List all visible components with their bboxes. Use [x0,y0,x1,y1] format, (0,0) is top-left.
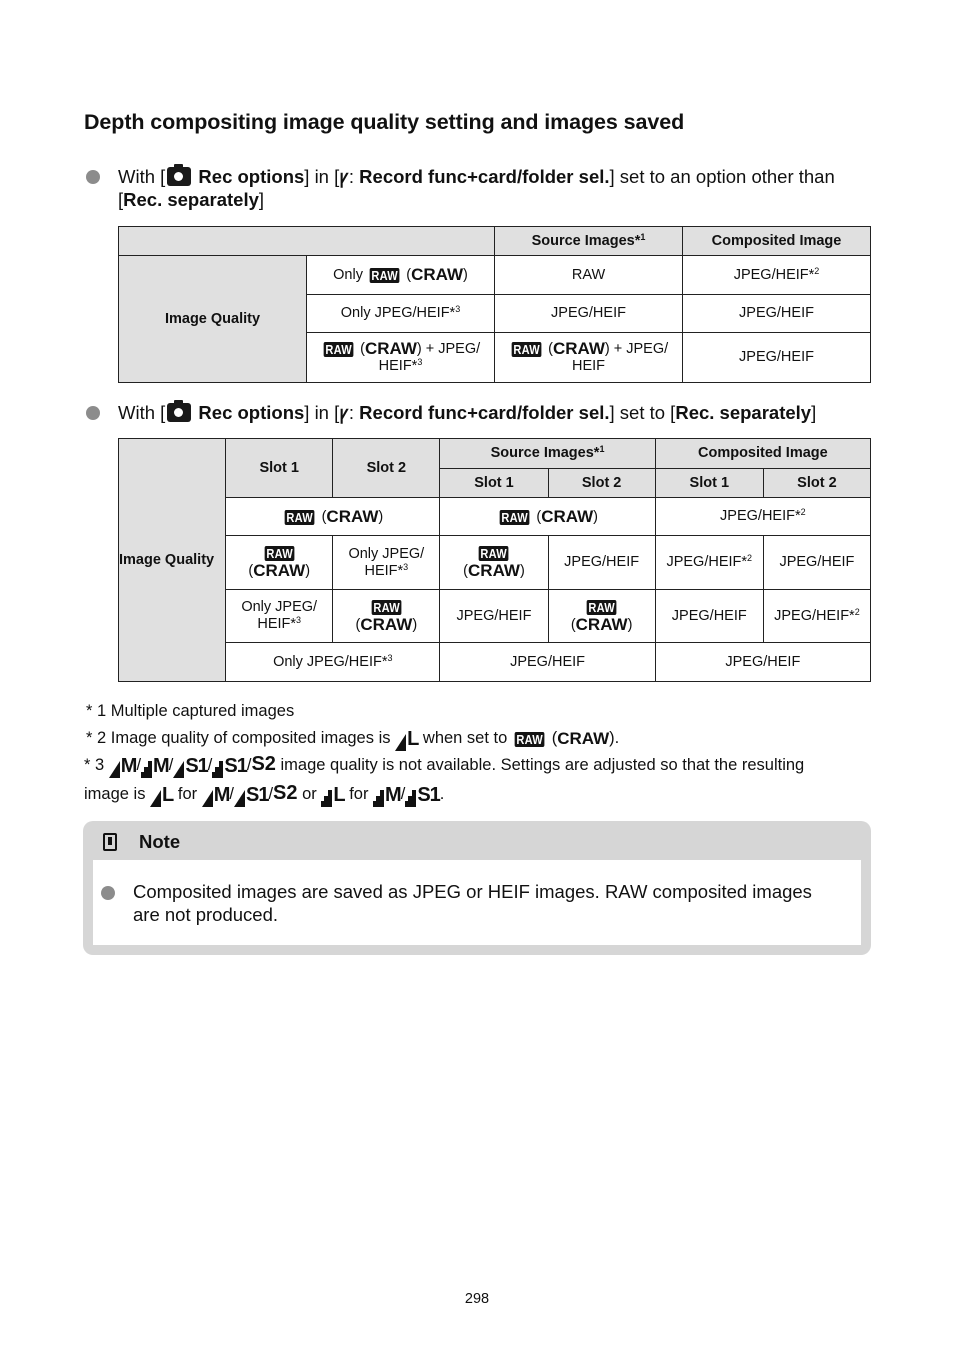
table-cell: JPEG/HEIF [683,333,871,383]
quality-medium-normal-icon: M [373,782,401,809]
note-header [103,831,180,853]
table-subheader-comp-slot1: Slot 1 [655,469,763,498]
raw-icon: RAW [373,599,400,615]
raw-icon: RAW [371,268,398,283]
table-cell: JPEG/HEIF [495,295,683,333]
bullet-rec-options-other: With [ Rec options] in [ꝩ: Record func+card/folder sel.] set to an option other than [Rec. separately] [86,165,876,211]
table-cell: Only RAW (CRAW) [307,256,495,295]
table-header-composited: Composited Image [655,439,870,469]
quality-small1-normal-icon: S1 [405,782,439,809]
table-cell: JPEG/HEIF [763,536,870,590]
quality-small1-normal-icon: S1 [212,753,246,780]
table-cell: Only JPEG/HEIF*$^3$ [307,295,495,333]
table-cell: JPEG/HEIF [440,590,548,643]
quality-medium-fine-icon: M [109,753,137,780]
table-cell: JPEG/HEIF [655,590,763,643]
table-cell: JPEG/HEIF*$^2$ [683,256,871,295]
note-bullet: Composited images are saved as JPEG or HEIF images. RAW composited images are not produced. [101,880,841,926]
quality-small2-icon: S2 [273,782,298,804]
table-header-source: Source Images*$^1$ [440,439,655,469]
table-cell: JPEG/HEIF [655,643,870,682]
row-label-image-quality: Image Quality [119,256,307,383]
table-cell: JPEG/HEIF*$^2$ [763,590,870,643]
table-cell: Only JPEG/ HEIF*$^3$ [226,590,333,643]
table-cell: JPEG/HEIF*$^2$ [655,536,763,590]
note-box [83,821,871,955]
note-title: Note [139,831,181,852]
raw-icon: RAW [480,546,508,561]
craw-icon: CRAW [326,506,379,526]
wrench-setup-icon: ꝩ [339,166,349,187]
camera-shooting-icon [167,403,191,422]
row-label-image-quality: Image Quality [119,439,226,682]
section-title: Depth compositing image quality setting and images saved [84,110,685,134]
craw-icon: CRAW [468,561,520,580]
option-rec-separately: Rec. separately [123,189,259,210]
table-cell: JPEG/HEIF [548,536,655,590]
table-cell: JPEG/HEIF [440,643,655,682]
bullet-dot-icon [101,886,115,900]
raw-icon: RAW [588,599,615,615]
table-cell: JPEG/HEIF [683,295,871,333]
note-pencil-icon [103,833,117,851]
quality-large-fine-icon: L [150,782,173,809]
bullet-rec-separately: With [ Rec options] in [ꝩ: Record func+card/folder sel.] set to [Rec. separately] [86,401,876,424]
table-cell: RAW (CRAW) [548,590,655,643]
table-cell: RAW (CRAW) [440,498,655,536]
bullet-dot-icon [86,406,100,420]
table-subheader-comp-slot2: Slot 2 [763,469,870,498]
quality-small1-fine-icon: S1 [173,753,207,780]
craw-icon: CRAW [360,614,413,634]
craw-icon: CRAW [557,729,610,748]
table-header-slot2: Slot 2 [333,439,440,498]
footnote-3: * 3 M/ M/ S1/ S1/S2 image quality is not available. Settings are adjusted so that the resulting image is L for M/ S1/S2 or L for M/ S1. [84,751,874,809]
table-cell: RAW (CRAW) [226,498,440,536]
craw-icon: CRAW [575,614,628,634]
table-header-source: Source Images*$^1$ [495,227,683,256]
bullet-dot-icon [86,170,100,184]
craw-icon: CRAW [253,561,306,580]
menu-record-func: Record func+card/folder sel. [359,402,610,423]
table-header-empty [119,227,495,256]
raw-icon: RAW [501,509,529,525]
option-rec-separately: Rec. separately [675,402,812,423]
craw-icon: CRAW [364,339,417,358]
craw-icon: CRAW [411,265,464,284]
quality-small2-icon: S2 [251,753,276,775]
wrench-setup-icon: ꝩ [339,402,349,423]
table-header-slot1: Slot 1 [226,439,333,498]
page-number: 298 [464,1291,490,1307]
quality-table-separate [118,438,871,682]
quality-large-normal-icon: L [321,782,344,809]
raw-icon: RAW [325,342,352,357]
camera-shooting-icon [167,167,191,186]
footnote-1: * 1 Multiple captured images [86,702,295,720]
craw-icon: CRAW [552,339,605,358]
quality-table-standard [118,226,871,383]
table-cell: JPEG/HEIF*$^2$ [655,498,870,536]
footnote-2: * 2 Image quality of composited images is L when set to RAW (CRAW). [86,725,619,753]
table-header-composited: Composited Image [683,227,871,256]
table-cell: RAW [495,256,683,295]
quality-medium-normal-icon: M [141,753,169,780]
note-body [93,860,861,945]
table-cell: RAW (CRAW) [226,536,333,590]
table-subheader-source-slot1: Slot 1 [440,469,548,498]
table-cell: RAW (CRAW) + JPEG/ HEIF [495,333,683,383]
menu-rec-options: Rec options [198,402,305,423]
quality-small1-fine-icon: S1 [234,782,268,809]
table-cell: Only JPEG/HEIF*$^3$ [226,643,440,682]
raw-icon: RAW [513,342,540,357]
quality-large-icon: L [395,726,418,753]
menu-rec-options: Rec options [198,166,305,187]
raw-icon: RAW [516,732,543,747]
table-cell: Only JPEG/ HEIF*$^3$ [333,536,440,590]
craw-icon: CRAW [541,506,594,526]
raw-icon: RAW [265,546,293,561]
table-cell: RAW (CRAW) [440,536,548,590]
quality-medium-fine-icon: M [202,782,230,809]
table-cell: RAW (CRAW) [333,590,440,643]
raw-icon: RAW [286,509,314,525]
table-cell: RAW (CRAW) + JPEG/ HEIF*$^3$ [307,333,495,383]
table-subheader-source-slot2: Slot 2 [548,469,655,498]
menu-record-func: Record func+card/folder sel. [359,166,610,187]
